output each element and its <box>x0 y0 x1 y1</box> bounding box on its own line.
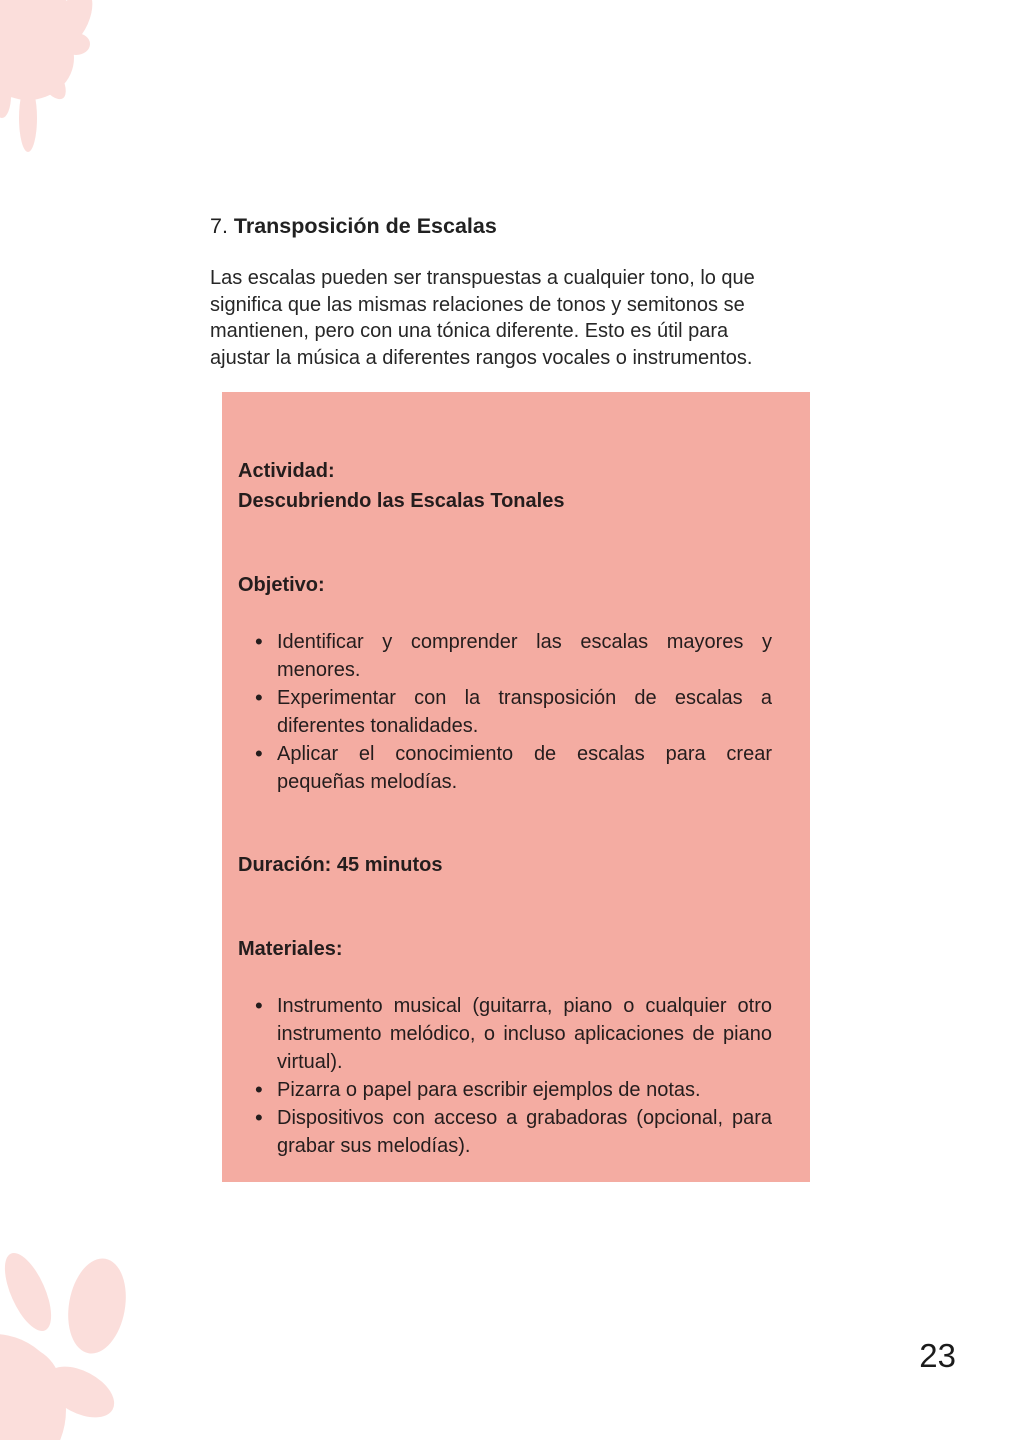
section-title: Transposición de Escalas <box>233 214 497 238</box>
paint-splat-top-decoration-icon <box>0 0 170 170</box>
section-number: 7. <box>210 214 234 238</box>
objective-heading: Objetivo: <box>238 574 325 596</box>
activity-heading-title: Descubriendo las Escalas Tonales <box>238 490 565 512</box>
duration-heading: Duración: 45 minutos <box>238 854 443 876</box>
page-content <box>210 212 820 1182</box>
activity-heading <box>238 456 772 516</box>
activity-card <box>222 392 810 1182</box>
materials-heading: Materiales: <box>238 938 343 960</box>
paint-splat-bottom-decoration-icon <box>0 1250 140 1440</box>
page-number: 23 <box>919 1337 956 1374</box>
materials-item: • Instrumento musical (guitarra, piano o cualquier otro instrumento melódico, o incluso aplicaciones de piano virtual). <box>277 992 772 1076</box>
materials-list <box>238 992 772 1160</box>
objective-item: • Aplicar el conocimiento de escalas para crear pequeñas melodías. <box>277 740 772 796</box>
objective-item: • Experimentar con la transposición de escalas a diferentes tonalidades. <box>277 684 772 740</box>
objective-list <box>238 628 772 796</box>
activity-heading-label: Actividad: <box>238 460 335 482</box>
objective-item: • Identificar y comprender las escalas mayores y menores. <box>277 628 772 684</box>
intro-paragraph: Las escalas pueden ser transpuestas a cualquier tono, lo que significa que las mismas relaciones de tonos y semitonos se mantienen, pero con una tónica diferente. Esto es útil para ajustar la música a diferentes rangos vocales o instrumentos. <box>210 267 755 369</box>
materials-item: • Dispositivos con acceso a grabadoras (opcional, para grabar sus melodías). <box>277 1104 772 1160</box>
section-heading <box>210 212 820 240</box>
materials-item: • Pizarra o papel para escribir ejemplos de notas. <box>277 1076 772 1104</box>
